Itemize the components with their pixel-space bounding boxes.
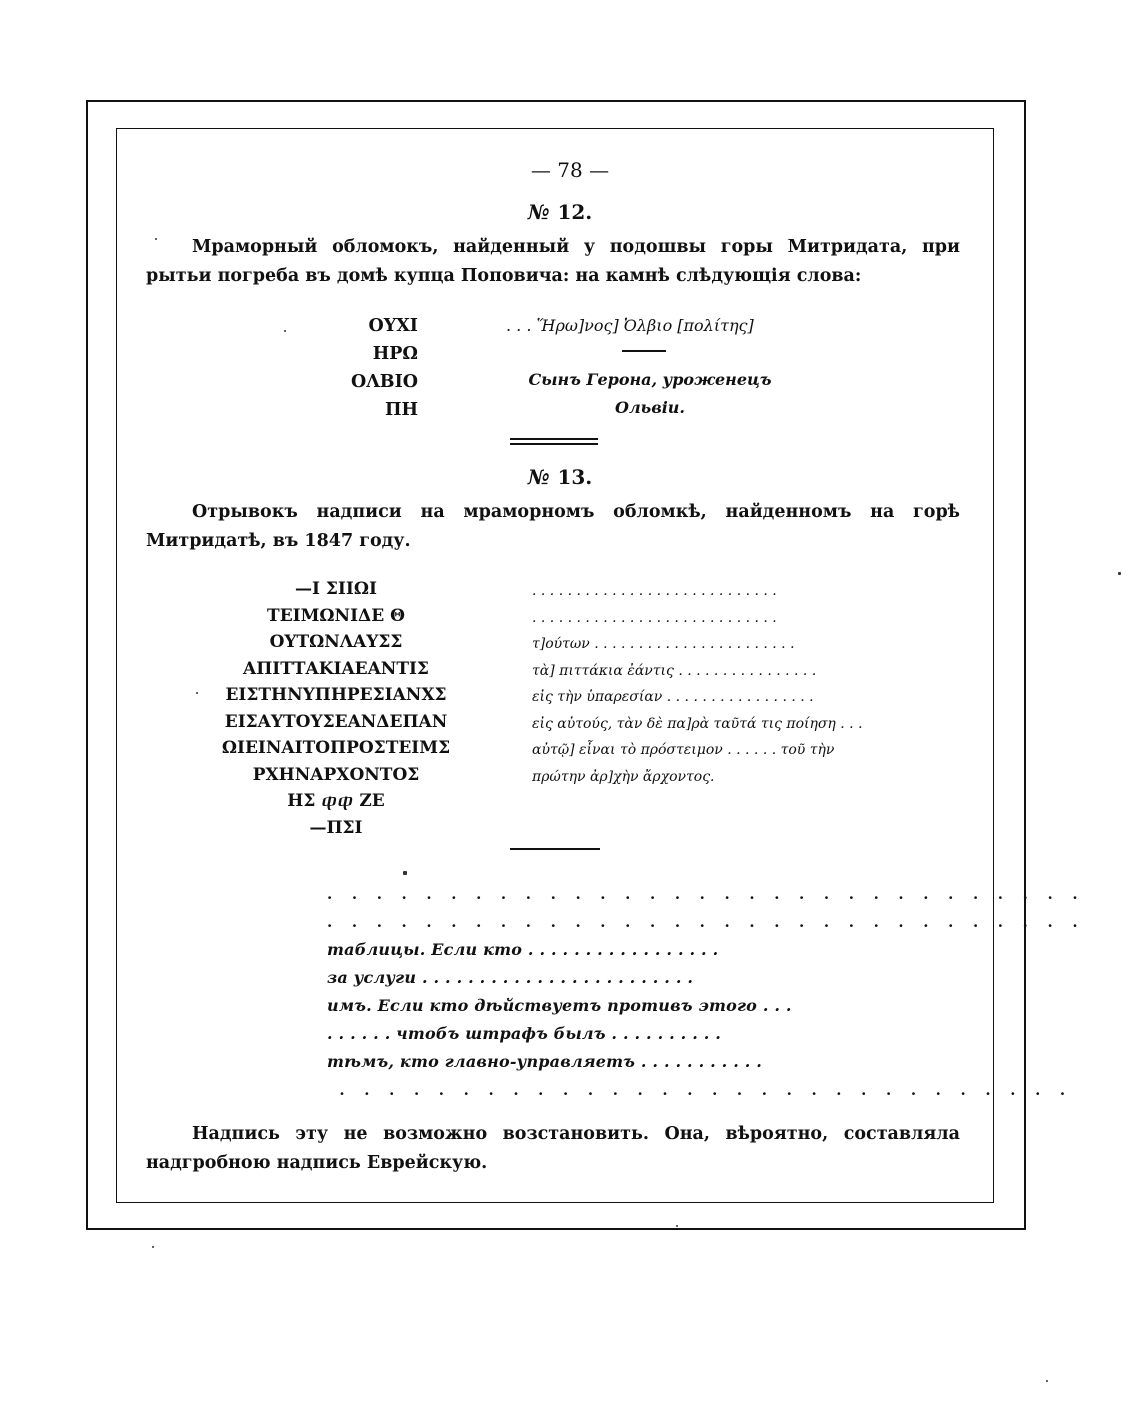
- inscription-line: ΤΕΙΜΩΝΙΔΕ Θ: [267, 605, 405, 626]
- inscription-line: ΗΡΩ: [372, 344, 418, 364]
- double-rule-top: [510, 438, 598, 440]
- section-13-description: Отрывокъ надписи на мраморномъ обломкѣ, найденномъ на горѣ Митридатѣ, въ 1847 году.: [146, 502, 960, 551]
- reading-line: . . . . . . . . . . . . . . . . . . . . . . . . . . . .: [532, 583, 777, 599]
- reading-line: αὐτῷ] εἶναι τὸ πρόστειμον . . . . . . τοῦ τὴν: [532, 742, 835, 758]
- reading-line: εἰς τὴν ὑπαρεσίαν . . . . . . . . . . . . . . . . .: [532, 689, 814, 705]
- scan-speck: [196, 692, 198, 694]
- translation-line: за услуги . . . . . . . . . . . . . . . . . . . . . . . .: [327, 968, 694, 987]
- section-12-reading-block: [506, 312, 796, 340]
- inscription-line: ΟΥΤΩΝΛΑΥΣΣ: [269, 632, 403, 652]
- page-number: — 78 —: [530, 158, 610, 182]
- translation-line: . . . . . . . . . . . . . . . . . . . . . . . . . . . . . .: [327, 1081, 1073, 1099]
- scan-speck: [1046, 1380, 1048, 1382]
- scan-speck: [403, 871, 407, 875]
- inscription-line: OΥΧΙ: [368, 316, 418, 336]
- section-12-number: 12.: [557, 200, 593, 224]
- translation-line: . . . . . . чтобъ штрафъ былъ . . . . . . . . . .: [327, 1024, 722, 1043]
- reading-line: πρώτην ἀρ]χὴν ἄρχοντος.: [532, 768, 715, 785]
- section-13-heading: [0, 465, 1120, 489]
- inscription-line: ΩΙΕΙΝΑΙΤΟΠΡΟΣΤΕΙΜΣ: [221, 738, 451, 758]
- short-rule: [622, 350, 666, 352]
- section-12-inscription: [330, 312, 418, 424]
- section-12-translation: [500, 366, 800, 422]
- greek-reading: . . . Ἥρω]νος] Ὀλβιο [πολίτης]: [506, 316, 754, 335]
- translation-line: Ольвіи.: [615, 398, 685, 417]
- inscription-line: ΗΣ ⴔⴔ ΖΕ: [287, 791, 385, 811]
- scan-speck: [152, 1246, 154, 1248]
- translation-line: тѣмъ, кто главно-управляетъ . . . . . . . . . . .: [327, 1052, 763, 1071]
- translation-line: таблицы. Если кто . . . . . . . . . . . . . . . . .: [327, 940, 719, 959]
- inscription-line: ΡΧΗΝΑΡΧΟΝΤΟΣ: [252, 764, 420, 785]
- inscription-line: —Ι ΣΙΙΩΙ: [295, 579, 377, 599]
- section-13-conclusion: Надпись эту не возможно возстановить. Она, вѣроятно, составляла надгробною надпись Еврейскую.: [146, 1124, 960, 1173]
- translation-line: . . . . . . . . . . . . . . . . . . . . . . . . . . . . . . .: [327, 913, 1085, 931]
- scan-speck: [155, 238, 157, 240]
- inscription-line: ΟΛΒΙΟ: [350, 372, 418, 392]
- section-13-reading: [532, 578, 922, 790]
- translation-line: имъ. Если кто дѣйствуетъ противъ этого . . .: [327, 996, 792, 1015]
- reading-line: . . . . . . . . . . . . . . . . . . . . . . . . . . . .: [532, 609, 777, 626]
- number-sign: №: [527, 465, 550, 489]
- inscription-line: ΠΗ: [384, 400, 418, 420]
- reading-line: τὰ] πιττάκια ἐάντις . . . . . . . . . . . . . . . .: [532, 662, 817, 679]
- scan-speck: [1118, 572, 1121, 575]
- double-rule-bottom: [510, 443, 598, 445]
- inscription-line: ΕΙΣΑΥΤΟΥΣΕΑΝΔΕΠΑΝ: [224, 711, 448, 732]
- section-rule: [510, 848, 600, 850]
- section-12-heading: [0, 200, 1120, 224]
- inscription-line: ΑΠΙΤΤΑΚΙΑΕΑΝΤΙΣ: [243, 658, 429, 679]
- reading-line: εἰς αὐτούς, τὰν δὲ πα]ρὰ ταῦτά τις ποίηση . . .: [532, 715, 863, 732]
- section-13-translation: [327, 880, 1085, 1104]
- scan-speck: [284, 330, 286, 332]
- section-13-inscription: [216, 576, 456, 841]
- translation-line: . . . . . . . . . . . . . . . . . . . . . . . . . . . . . . .: [327, 885, 1085, 903]
- scan-speck: [676, 1225, 678, 1227]
- translation-line: Сынъ Герона, уроженецъ: [528, 370, 772, 389]
- number-sign: №: [527, 200, 550, 224]
- inscription-line: —ΠΣΙ: [309, 817, 363, 838]
- reading-line: τ]ούτων . . . . . . . . . . . . . . . . . . . . . . .: [532, 636, 795, 652]
- section-13-number: 13.: [557, 465, 593, 489]
- inscription-line: ΕΙΣΤΗΝΥΠΗΡΕΣΙΑΝΧΣ: [225, 685, 447, 705]
- section-12-description: Мраморный обломокъ, найденный у подошвы горы Митридата, при рытьи погреба въ домѣ купца Поповича: на камнѣ слѣдующія слова:: [146, 237, 960, 286]
